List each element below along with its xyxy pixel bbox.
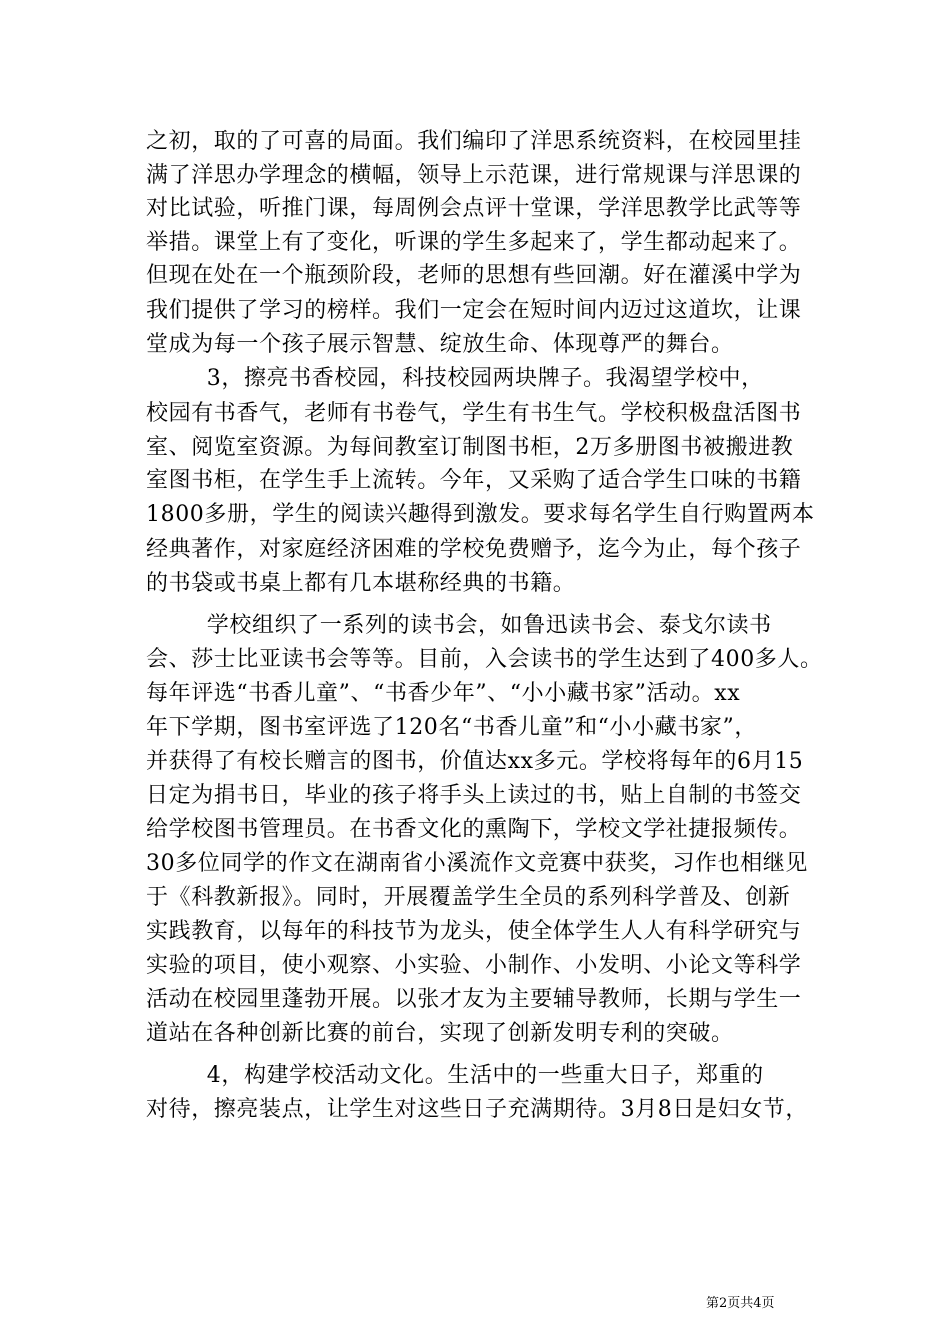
text-line: 实验的项目，使小观察、小实验、小制作、小发明、小论文等科学 — [146, 953, 802, 978]
text-line: 活动在校园里蓬勃开展。以张才友为主要辅导教师，长期与学生一 — [146, 987, 802, 1012]
text-line: 1800多册，学生的阅读兴趣得到激发。要求每名学生自行购置两本 — [146, 502, 815, 527]
text-line: 每年评选“书香儿童”、“书香少年”、“小小藏书家”活动。xx — [146, 681, 741, 706]
text-line: 室图书柜，在学生手上流转。今年，又采购了适合学生口味的书籍 — [146, 468, 802, 493]
text-line: 年下学期，图书室评选了120名“书香儿童”和“小小藏书家”， — [146, 715, 757, 740]
text-line: 我们提供了学习的榜样。我们一定会在短时间内迈过这道坎，让课 — [146, 298, 802, 323]
text-line: 但现在处在一个瓶颈阶段，老师的思想有些回潮。好在灌溪中学为 — [146, 263, 802, 288]
text-line: 会、莎士比亚读书会等等。目前，入会读书的学生达到了400多人。 — [146, 647, 823, 672]
text-line: 道站在各种创新比赛的前台，实现了创新发明专利的突破。 — [146, 1021, 734, 1046]
text-line: 并获得了有校长赠言的图书，价值达xx多元。学校将每年的6月15 — [146, 749, 804, 774]
text-line: 的书袋或书桌上都有几本堪称经典的书籍。 — [146, 571, 576, 596]
text-line: 室、阅览室资源。为每间教室订制图书柜，2万多册图书被搬进教 — [146, 435, 794, 460]
text-line: 满了洋思办学理念的横幅，领导上示范课，进行常规课与洋思课的 — [146, 163, 802, 188]
text-line: 经典著作，对家庭经济困难的学校免费赠予，迄今为止，每个孩子 — [146, 537, 802, 562]
text-line: 之初，取的了可喜的局面。我们编印了洋思系统资料，在校园里挂 — [146, 129, 802, 154]
text-line: 日定为捐书日，毕业的孩子将手头上读过的书，贴上自制的书签交 — [146, 783, 802, 808]
paragraph-reading-club-start: 学校组织了一系列的读书会，如鲁迅读书会、泰戈尔读书 — [146, 613, 772, 638]
text-line: 给学校图书管理员。在书香文化的熏陶下，学校文学社捷报频传。 — [146, 817, 802, 842]
text-line: 于《科教新报》。同时，开展覆盖学生全员的系列科学普及、创新 — [146, 885, 791, 910]
text-line: 对待，擦亮装点，让学生对这些日子充满期待。3月8日是妇女节， — [146, 1097, 808, 1122]
text-line: 举措。课堂上有了变化，听课的学生多起来了，学生都动起来了。 — [146, 230, 802, 255]
text-line: 对比试验，听推门课，每周例会点评十堂课，学洋思教学比武等等 — [146, 196, 802, 221]
page-number-footer: 第2页共4页 — [706, 1296, 775, 1311]
paragraph-3-start: 3，擦亮书香校园，科技校园两块牌子。我渴望学校中， — [146, 366, 764, 391]
text-line: 校园有书香气，老师有书卷气，学生有书生气。学校积极盘活图书 — [146, 401, 802, 426]
text-line: 30多位同学的作文在湖南省小溪流作文竞赛中获奖，习作也相继见 — [146, 851, 808, 876]
paragraph-4-start: 4，构建学校活动文化。生活中的一些重大日子，郑重的 — [146, 1063, 764, 1088]
text-line: 实践教育，以每年的科技节为龙头，使全体学生人人有科学研究与 — [146, 919, 802, 944]
text-line: 堂成为每一个孩子展示智慧、绽放生命、体现尊严的舞台。 — [146, 332, 734, 357]
